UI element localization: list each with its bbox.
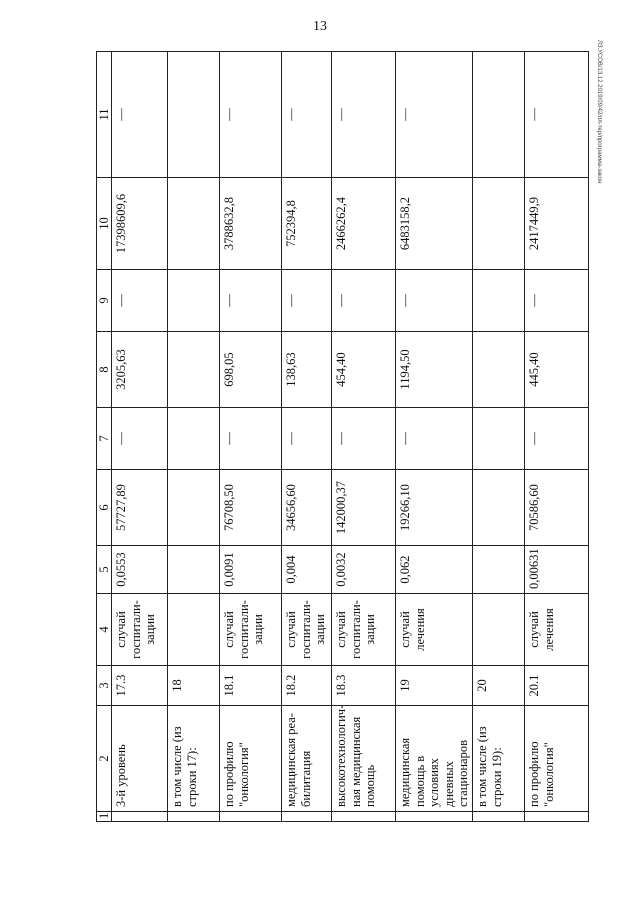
table-container [96,52,586,822]
table-cell-c11: — [220,52,282,178]
table-cell-c2: по профилю "онкология" [220,706,282,812]
table-row [168,52,220,822]
table-cell-c6: 70586,60 [525,470,589,546]
table-cell-c4: случай лечения [396,594,473,666]
table-cell-c9: — [525,270,589,332]
table-cell-c9: — [282,270,332,332]
table-cell-c9: — [332,270,396,332]
table-cell-c10: 17398609,6 [112,178,168,270]
table-cell-c5: 0,004 [282,546,332,594]
table-cell-c5 [473,546,525,594]
table-cell-c3: 18.2 [282,666,332,706]
column-header: 11 [97,52,112,178]
table-cell-c3: 19 [396,666,473,706]
table-cell-c10 [473,178,525,270]
table-cell-c7 [473,408,525,470]
column-header: 3 [97,666,112,706]
table-cell-c2: в том числе (из строки 17): [168,706,220,812]
table-cell-c3: 18.1 [220,666,282,706]
table-cell-c2: по профилю "онкология" [525,706,589,812]
table-cell-c4: случай госпитали-зации [220,594,282,666]
table-cell-c4: случай госпитали-зации [332,594,396,666]
table-cell-c6: 76708,50 [220,470,282,546]
table-cell-c8: 1194,50 [396,332,473,408]
table-cell-c11 [473,52,525,178]
table-row [220,52,282,822]
table-cell-c10: 6483158,2 [396,178,473,270]
column-header: 5 [97,546,112,594]
table-cell-c9 [473,270,525,332]
table-cell-c5: 0,00631 [525,546,589,594]
column-header: 1 [97,812,112,822]
table-cell-c1 [282,812,332,822]
table-cell-c5: 0,0032 [332,546,396,594]
table-cell-c4 [168,594,220,666]
table-cell-c11 [168,52,220,178]
table-cell-c3: 20 [473,666,525,706]
table-cell-c6: 34656,60 [282,470,332,546]
table-row [473,52,525,822]
table-cell-c11: — [282,52,332,178]
table-cell-c2: 3-й уровень [112,706,168,812]
table-cell-c10: 2417449,9 [525,178,589,270]
table-cell-c7: — [525,408,589,470]
table-cell-c1 [396,812,473,822]
table-cell-c8: 3205,63 [112,332,168,408]
table-cell-c10 [168,178,220,270]
table-cell-c6 [473,470,525,546]
table-cell-c7: — [332,408,396,470]
table-cell-c6: 142000,37 [332,470,396,546]
table-cell-c9: — [396,270,473,332]
table-cell-c3: 18 [168,666,220,706]
table-cell-c1 [332,812,396,822]
table-cell-c1 [473,812,525,822]
data-table [96,51,589,822]
table-row [332,52,396,822]
table-cell-c3: 18.3 [332,666,396,706]
table-cell-c6 [168,470,220,546]
header-row [97,52,112,822]
table-cell-c4: случай лечения [525,594,589,666]
table-cell-c7 [168,408,220,470]
table-cell-c7: — [112,408,168,470]
table-cell-c2: медицинская реа-билитация [282,706,332,812]
table-cell-c9 [168,270,220,332]
table-cell-c4: случай госпитали-зации [282,594,332,666]
table-cell-c1 [525,812,589,822]
table-cell-c7: — [220,408,282,470]
table-cell-c8: 454,40 [332,332,396,408]
table-cell-c11: — [396,52,473,178]
table-cell-c11: — [525,52,589,178]
column-header: 9 [97,270,112,332]
table-cell-c2: высокотехнологич-ная медицинская помощь [332,706,396,812]
table-cell-c5: 0,0553 [112,546,168,594]
table-cell-c6: 19266,10 [396,470,473,546]
table-cell-c10: 2466262,4 [332,178,396,270]
table-row [525,52,589,822]
table-cell-c8 [168,332,220,408]
column-header: 6 [97,470,112,546]
table-cell-c11: — [332,52,396,178]
document-reference-note: ЛЗ.УСОВ/13.12.2019/09/42/пл-тер/программа-закон [596,40,602,184]
table-cell-c10: 752394,8 [282,178,332,270]
table-row [396,52,473,822]
table-cell-c8 [473,332,525,408]
table-cell-c4 [473,594,525,666]
table-cell-c5: 0,0091 [220,546,282,594]
page-number: 13 [313,19,327,34]
table-cell-c3: 17.3 [112,666,168,706]
column-header: 4 [97,594,112,666]
table-cell-c9: — [112,270,168,332]
table-cell-c8: 445,40 [525,332,589,408]
table-cell-c5: 0,062 [396,546,473,594]
table-cell-c2: в том числе (из строки 19): [473,706,525,812]
table-cell-c3: 20.1 [525,666,589,706]
table-cell-c11: — [112,52,168,178]
table-cell-c7: — [396,408,473,470]
column-header: 10 [97,178,112,270]
table-row [282,52,332,822]
table-cell-c6: 57727,89 [112,470,168,546]
table-cell-c8: 698,05 [220,332,282,408]
table-cell-c1 [168,812,220,822]
table-cell-c8: 138,63 [282,332,332,408]
table-cell-c7: — [282,408,332,470]
rotated-table-frame [96,52,586,822]
table-cell-c4: случай госпитали-зации [112,594,168,666]
column-header: 7 [97,408,112,470]
table-cell-c10: 3788632,8 [220,178,282,270]
column-header: 8 [97,332,112,408]
table-cell-c1 [220,812,282,822]
table-cell-c1 [112,812,168,822]
table-row [112,52,168,822]
table-cell-c2: медицинская помощь в условиях дневных стационаров [396,706,473,812]
column-header: 2 [97,706,112,812]
table-cell-c5 [168,546,220,594]
table-cell-c9: — [220,270,282,332]
